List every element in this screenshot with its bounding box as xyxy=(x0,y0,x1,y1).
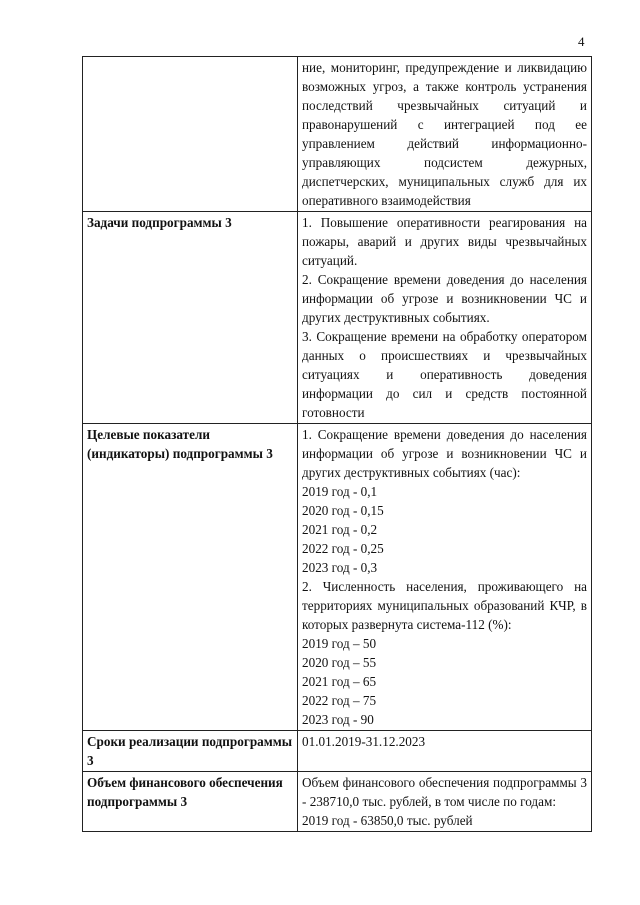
value-paragraph: 2019 год – 50 xyxy=(302,636,377,651)
value-paragraph: 2021 год – 65 xyxy=(302,674,377,689)
row-label xyxy=(83,57,298,212)
value-paragraph: 2020 год - 0,15 xyxy=(302,503,384,518)
value-paragraph: Объем финансового обеспечения подпрограммы 3 - 238710,0 тыс. рублей, в том числе по годам: xyxy=(302,775,587,809)
row-label: Сроки реализации подпрограммы 3 xyxy=(83,731,298,772)
table-row xyxy=(83,212,592,424)
value-paragraph: 2. Сокращение времени доведения до населения информации об угрозе и возникновении ЧС и других деструктивных событиях. xyxy=(302,272,587,325)
row-label: Целевые показатели (индикаторы) подпрограммы 3 xyxy=(83,424,298,731)
value-paragraph: 01.01.2019-31.12.2023 xyxy=(302,734,426,749)
row-value xyxy=(298,212,592,424)
value-paragraph: 1. Сокращение времени доведения до населения информации об угрозе и возникновении ЧС и других деструктивных событиях (час): xyxy=(302,427,587,480)
value-paragraph: 2022 год – 75 xyxy=(302,693,377,708)
value-paragraph: 2022 год - 0,25 xyxy=(302,541,384,556)
value-paragraph: 2021 год - 0,2 xyxy=(302,522,378,537)
table-row xyxy=(83,731,592,772)
value-paragraph: ние, мониторинг, предупреждение и ликвидацию возможных угроз, а также контроль устранения последствий чрезвычайных ситуаций и правонарушений с интеграцией под ее управлением действий информационно-управляющих подсистем дежурных, диспетчерских, муниципальных служб для их оперативного взаимодействия xyxy=(302,60,587,208)
value-paragraph: 3. Сокращение времени на обработку оператором данных о происшествиях и чрезвычайных ситуациях и оперативность доведения информации до сил и средств постоянной готовности xyxy=(302,329,587,420)
page-number: 4 xyxy=(578,34,585,49)
value-paragraph: 1. Повышение оперативности реагирования на пожары, аварий и других виды чрезвычайных ситуаций. xyxy=(302,215,587,268)
value-paragraph: 2020 год – 55 xyxy=(302,655,377,670)
table-row xyxy=(83,57,592,212)
row-value xyxy=(298,57,592,212)
row-value xyxy=(298,772,592,832)
subprogram-passport-table xyxy=(82,56,592,832)
row-label: Задачи подпрограммы 3 xyxy=(83,212,298,424)
value-paragraph: 2023 год - 90 xyxy=(302,712,374,727)
row-value xyxy=(298,731,592,772)
table-row xyxy=(83,772,592,832)
value-paragraph: 2019 год - 0,1 xyxy=(302,484,378,499)
row-label: Объем финансового обеспечения подпрограммы 3 xyxy=(83,772,298,832)
table-row xyxy=(83,424,592,731)
value-paragraph: 2. Численность населения, проживающего на территориях муниципальных образований КЧР, в которых развернута система-112 (%): xyxy=(302,579,587,632)
value-paragraph: 2019 год - 63850,0 тыс. рублей xyxy=(302,813,473,828)
value-paragraph: 2023 год - 0,3 xyxy=(302,560,378,575)
row-value xyxy=(298,424,592,731)
